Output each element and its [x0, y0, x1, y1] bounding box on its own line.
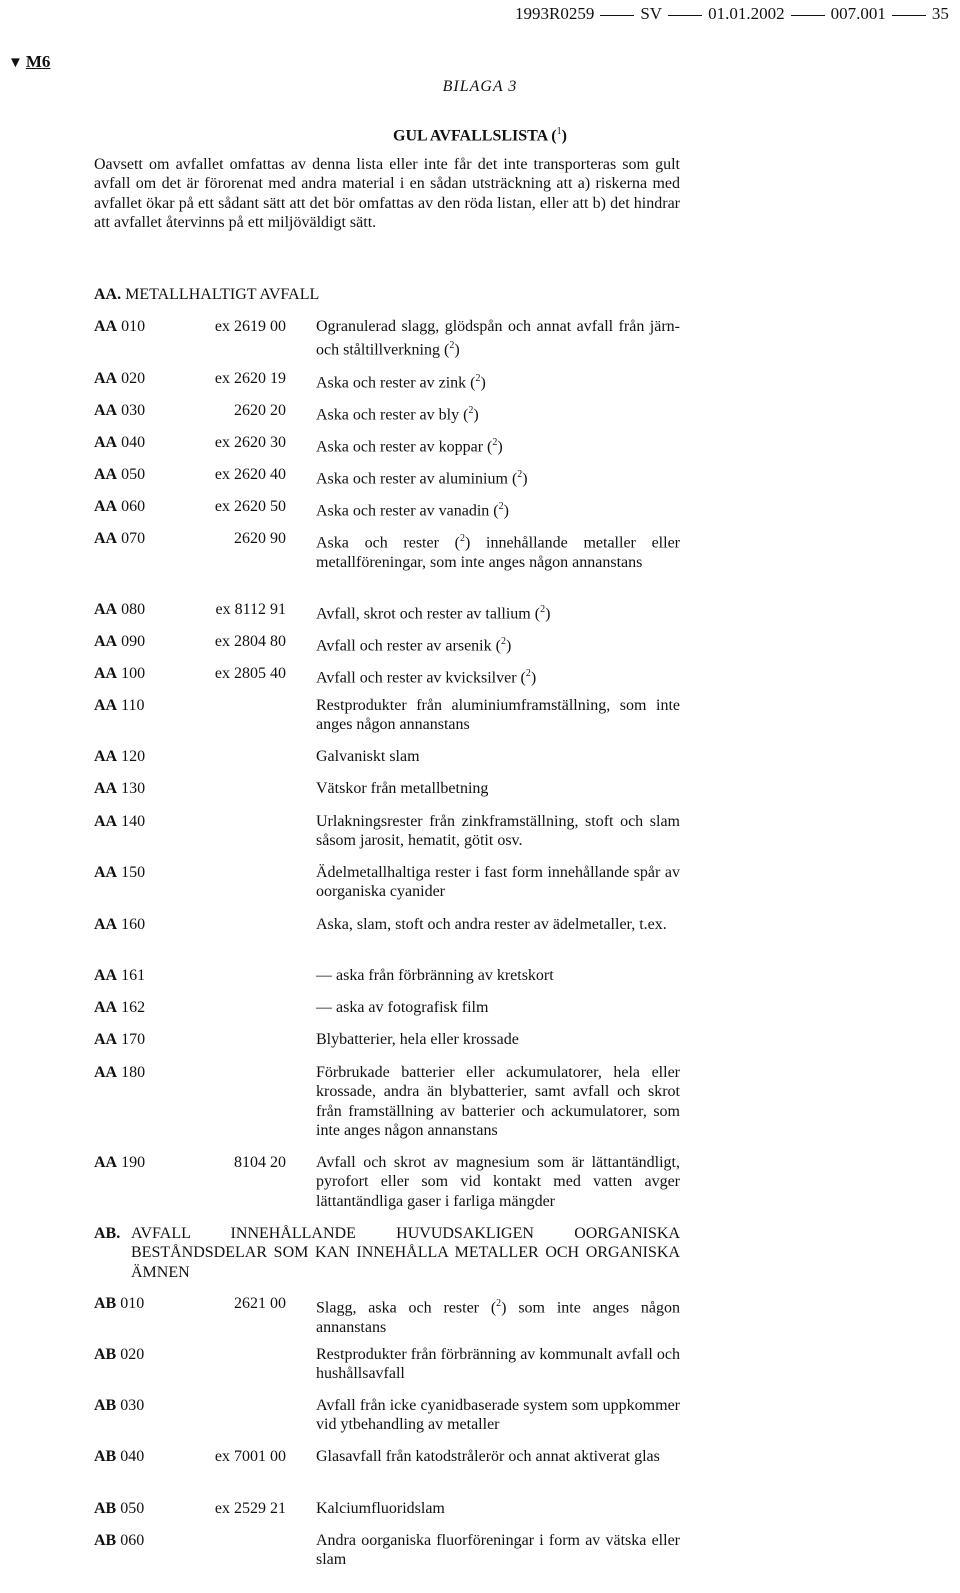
waste-description — [316, 600, 680, 624]
tariff-number: 8104 20 — [234, 1154, 286, 1171]
footnote-ref: 2 — [525, 668, 531, 679]
waste-code-prefix: AA — [94, 434, 118, 451]
waste-code-number: 170 — [117, 1031, 146, 1048]
tariff-number: ex 2620 30 — [214, 434, 286, 451]
waste-code-prefix: AA — [94, 780, 118, 797]
waste-code — [94, 998, 194, 1017]
description-text: Ogranulerad slagg, glödspån och annat avfall från järn- och ståltillverkning ( — [316, 318, 680, 359]
waste-code — [94, 1153, 194, 1172]
waste-description — [316, 529, 680, 572]
description-text: ) som inte anges någon annanstans — [316, 1299, 680, 1336]
description-text: ) — [545, 605, 551, 623]
waste-code — [94, 863, 194, 882]
waste-description — [316, 998, 680, 1017]
tariff-number: ex 2620 40 — [214, 466, 286, 483]
waste-code-prefix: AB — [94, 1295, 117, 1312]
waste-code-number: 140 — [117, 813, 146, 830]
down-triangle-icon: ▼ — [8, 55, 23, 71]
intro-paragraph: Oavsett om avfallet omfattas av denna lista eller inte får det inte transporteras som gult avfall om det är förorenat med andra material i en sådan utsträckning att a) riskerna med avfallet ökar på ett sådant sätt att det bör omfattas av den röda listan, eller att b) det hindrar att avfallet återvinns på ett miljöväldigt sätt. — [94, 156, 680, 232]
description-text: Aska, slam, stoft och andra rester av ädelmetaller, t.ex. — [316, 916, 667, 933]
description-text: Galvaniskt slam — [316, 748, 420, 765]
footnote-ref: 2 — [540, 604, 546, 615]
waste-code — [94, 747, 194, 766]
list-title: GUL AVFALLSLISTA ($^1$) — [393, 126, 567, 145]
waste-description — [316, 1153, 680, 1211]
footnote-ref: 2 — [498, 501, 504, 512]
tariff-number: ex 7001 00 — [214, 1448, 286, 1465]
waste-code-number: 190 — [117, 1154, 146, 1171]
waste-code-prefix: AA — [94, 748, 118, 765]
waste-code-prefix: AA — [94, 498, 118, 515]
waste-code — [94, 1063, 194, 1082]
waste-code-prefix: AA — [94, 813, 118, 830]
tariff-number: 2621 00 — [234, 1295, 286, 1312]
waste-code — [94, 632, 194, 651]
doc-date: 01.01.2002 — [708, 4, 785, 23]
description-text: Aska och rester ( — [316, 534, 460, 552]
section-title: AVFALL INNEHÅLLANDE HUVUDSAKLIGEN OORGANISKA BESTÅNDSDELAR SOM KAN INNEHÅLLA METALLER OCH ORGANISKA ÄMNEN — [131, 1225, 680, 1281]
waste-code — [94, 812, 194, 831]
waste-code — [94, 1294, 194, 1313]
waste-code-prefix: AA — [94, 1154, 118, 1171]
waste-code-number: 050 — [117, 466, 146, 483]
waste-code — [94, 600, 194, 619]
description-text: Avfall och skrot av magnesium som är lättantändligt, pyrofort eller som vid kontakt med vatten avger lättantändliga gaser i farliga mängder — [316, 1154, 680, 1210]
waste-description — [316, 317, 680, 360]
section-label: AB. — [94, 1225, 121, 1242]
description-text: Aska och rester av aluminium ( — [316, 470, 518, 488]
waste-code-number: 010 — [116, 1295, 145, 1312]
waste-description — [316, 1030, 680, 1049]
amendment-marker — [8, 52, 50, 72]
waste-code-prefix: AA — [94, 633, 118, 650]
waste-code-number: 020 — [117, 370, 146, 387]
waste-code — [94, 317, 194, 336]
waste-code-number: 160 — [117, 916, 146, 933]
waste-code-prefix: AA — [94, 318, 118, 335]
waste-code — [94, 465, 194, 484]
section-heading-aa — [94, 285, 680, 304]
waste-code-prefix: AA — [94, 466, 118, 483]
waste-code-number: 060 — [117, 498, 146, 515]
waste-code — [94, 1345, 194, 1364]
waste-description — [316, 632, 680, 656]
waste-code-prefix: AA — [94, 967, 118, 984]
tariff-number: ex 2805 40 — [214, 665, 286, 682]
description-text: Andra oorganiska fluorföreningar i form av vätska eller slam — [316, 1532, 680, 1569]
annex-title: BILAGA 3 — [442, 78, 518, 95]
description-text: Avfall och rester av arsenik ( — [316, 637, 501, 655]
waste-description — [316, 696, 680, 735]
waste-description — [316, 1531, 680, 1570]
waste-description — [316, 1447, 680, 1466]
description-text: ) — [522, 470, 528, 488]
waste-description — [316, 497, 680, 521]
amendment-code: M6 — [25, 52, 51, 71]
description-text: — aska från förbränning av kretskort — [316, 967, 554, 984]
waste-code-number: 070 — [117, 530, 146, 547]
waste-description — [316, 779, 680, 798]
waste-code — [94, 779, 194, 798]
waste-code-prefix: AB — [94, 1346, 117, 1363]
waste-code — [94, 966, 194, 985]
description-text: Blybatterier, hela eller krossade — [316, 1031, 519, 1048]
tariff-number: ex 8112 91 — [215, 601, 286, 618]
waste-description — [316, 465, 680, 489]
section-label: AA. — [94, 286, 122, 303]
waste-code-prefix: AA — [94, 1064, 118, 1081]
waste-code-prefix: AB — [94, 1532, 117, 1549]
waste-code — [94, 696, 194, 715]
waste-code-number: 030 — [116, 1397, 145, 1414]
waste-description — [316, 915, 680, 934]
waste-code-number: 150 — [117, 864, 146, 881]
waste-description — [316, 1396, 680, 1435]
waste-code — [94, 1030, 194, 1049]
waste-code-number: 110 — [117, 697, 145, 714]
waste-code — [94, 915, 194, 934]
footnote-ref: 2 — [468, 405, 474, 416]
waste-description — [316, 812, 680, 851]
footnote-ref: 2 — [492, 437, 498, 448]
footnote-ref: 2 — [500, 636, 506, 647]
description-text: — aska av fotografisk film — [316, 999, 489, 1016]
description-text: Avfall och rester av kvicksilver ( — [316, 669, 526, 687]
page-number: 35 — [931, 4, 949, 23]
waste-code — [94, 529, 194, 548]
waste-description — [316, 747, 680, 766]
waste-code-number: 010 — [117, 318, 146, 335]
tariff-number: ex 2620 19 — [214, 370, 286, 387]
footnote-ref: 2 — [517, 469, 523, 480]
description-text: Slagg, aska och rester ( — [316, 1299, 497, 1317]
waste-code-number: 040 — [117, 434, 146, 451]
footnote-ref: 2 — [496, 1298, 502, 1309]
waste-code-number: 090 — [117, 633, 146, 650]
description-text: ) innehållande metaller eller metallföreningar, som inte anges någon annanstans — [316, 534, 681, 571]
tariff-number: ex 2804 80 — [214, 633, 286, 650]
header-dash — [791, 15, 825, 16]
description-text: Restprodukter från förbränning av kommunalt avfall och hushållsavfall — [316, 1346, 680, 1383]
waste-code-prefix: AA — [94, 370, 118, 387]
tariff-number: ex 2529 21 — [214, 1500, 286, 1517]
waste-code-number: 100 — [117, 665, 146, 682]
waste-description — [316, 369, 680, 393]
description-text: ) — [454, 341, 460, 359]
waste-code — [94, 497, 194, 516]
section-heading-ab — [94, 1224, 680, 1282]
description-text: Förbrukade batterier eller ackumulatorer, hela eller krossade, andra än blybatterier, samt avfall och skrot från framställning av batterier och ackumulatorer, som inte anges någon annanstans — [316, 1064, 680, 1140]
waste-code-prefix: AA — [94, 864, 118, 881]
description-text: Aska och rester av vanadin ( — [316, 502, 499, 520]
tariff-number: ex 2620 50 — [214, 498, 286, 515]
waste-code-number: 180 — [117, 1064, 146, 1081]
waste-description — [316, 863, 680, 902]
waste-code — [94, 1531, 194, 1550]
waste-code-number: 080 — [117, 601, 146, 618]
waste-code-number: 050 — [116, 1500, 145, 1517]
doc-id: 1993R0259 — [515, 4, 595, 23]
waste-description — [316, 433, 680, 457]
waste-code — [94, 401, 194, 420]
description-text: ) — [473, 406, 479, 424]
waste-code-number: 040 — [116, 1448, 145, 1465]
waste-code-number: 020 — [116, 1346, 145, 1363]
section-title: METALLHALTIGT AVFALL — [125, 286, 320, 303]
waste-code-prefix: AB — [94, 1448, 117, 1465]
header-dash — [668, 15, 702, 16]
waste-code-prefix: AA — [94, 530, 118, 547]
waste-code-number: 161 — [117, 967, 146, 984]
waste-code-number: 120 — [117, 748, 146, 765]
waste-description — [316, 401, 680, 425]
waste-code-number: 130 — [117, 780, 146, 797]
waste-code — [94, 1447, 194, 1466]
footnote-ref: 2 — [459, 533, 465, 544]
header-dash — [892, 15, 926, 16]
waste-code-prefix: AA — [94, 697, 118, 714]
waste-description — [316, 1499, 680, 1518]
description-text: Urlakningsrester från zinkframställning, stoft och slam såsom jarosit, hematit, götit osv. — [316, 813, 680, 850]
description-text: Vätskor från metallbetning — [316, 780, 489, 797]
description-text: ) — [530, 669, 537, 687]
footnote-ref: 2 — [449, 340, 455, 352]
tariff-number: ex 2619 00 — [214, 318, 286, 335]
tariff-number: 2620 20 — [234, 402, 286, 419]
waste-code — [94, 1499, 194, 1518]
waste-description — [316, 664, 680, 688]
waste-description — [316, 1345, 680, 1384]
description-text: Aska och rester av bly ( — [316, 406, 469, 424]
waste-code-number: 060 — [116, 1532, 145, 1549]
description-text: ) — [497, 438, 503, 456]
description-text: Kalciumfluoridslam — [316, 1500, 445, 1517]
tariff-number: 2620 90 — [234, 530, 286, 547]
description-text: Aska och rester av zink ( — [316, 374, 476, 392]
description-text: Restprodukter från aluminiumframställning, som inte anges någon annanstans — [316, 697, 680, 734]
header-dash — [600, 15, 634, 16]
waste-code-prefix: AA — [94, 402, 118, 419]
description-text: ) — [503, 502, 509, 520]
description-text: Glasavfall från katodstrålerör och annat aktiverat glas — [316, 1448, 660, 1465]
description-text: Avfall från icke cyanidbaserade system som uppkommer vid ytbehandling av metaller — [316, 1397, 680, 1434]
description-text: Avfall, skrot och rester av tallium ( — [316, 605, 541, 623]
footnote-ref: 1 — [556, 126, 562, 137]
description-text: Ädelmetallhaltiga rester i fast form innehållande spår av oorganiska cyanider — [316, 864, 680, 901]
waste-description — [316, 966, 680, 985]
footnote-ref: 2 — [475, 373, 481, 384]
description-text: Aska och rester av koppar ( — [316, 438, 493, 456]
waste-code — [94, 369, 194, 388]
waste-code — [94, 664, 194, 683]
waste-description — [316, 1063, 680, 1141]
waste-code — [94, 433, 194, 452]
waste-code-prefix: AB — [94, 1500, 117, 1517]
waste-code — [94, 1396, 194, 1415]
waste-code-prefix: AB — [94, 1397, 117, 1414]
doc-lang: SV — [640, 4, 663, 23]
waste-code-prefix: AA — [94, 1031, 118, 1048]
waste-code-prefix: AA — [94, 601, 118, 618]
waste-code-prefix: AA — [94, 916, 118, 933]
description-text: ) — [480, 374, 486, 392]
running-header — [515, 4, 950, 24]
doc-version: 007.001 — [830, 4, 886, 23]
waste-code-prefix: AA — [94, 665, 118, 682]
waste-code-number: 162 — [117, 999, 146, 1016]
description-text: ) — [505, 637, 512, 655]
waste-code-number: 030 — [117, 402, 146, 419]
waste-code-prefix: AA — [94, 999, 118, 1016]
waste-description — [316, 1294, 680, 1337]
